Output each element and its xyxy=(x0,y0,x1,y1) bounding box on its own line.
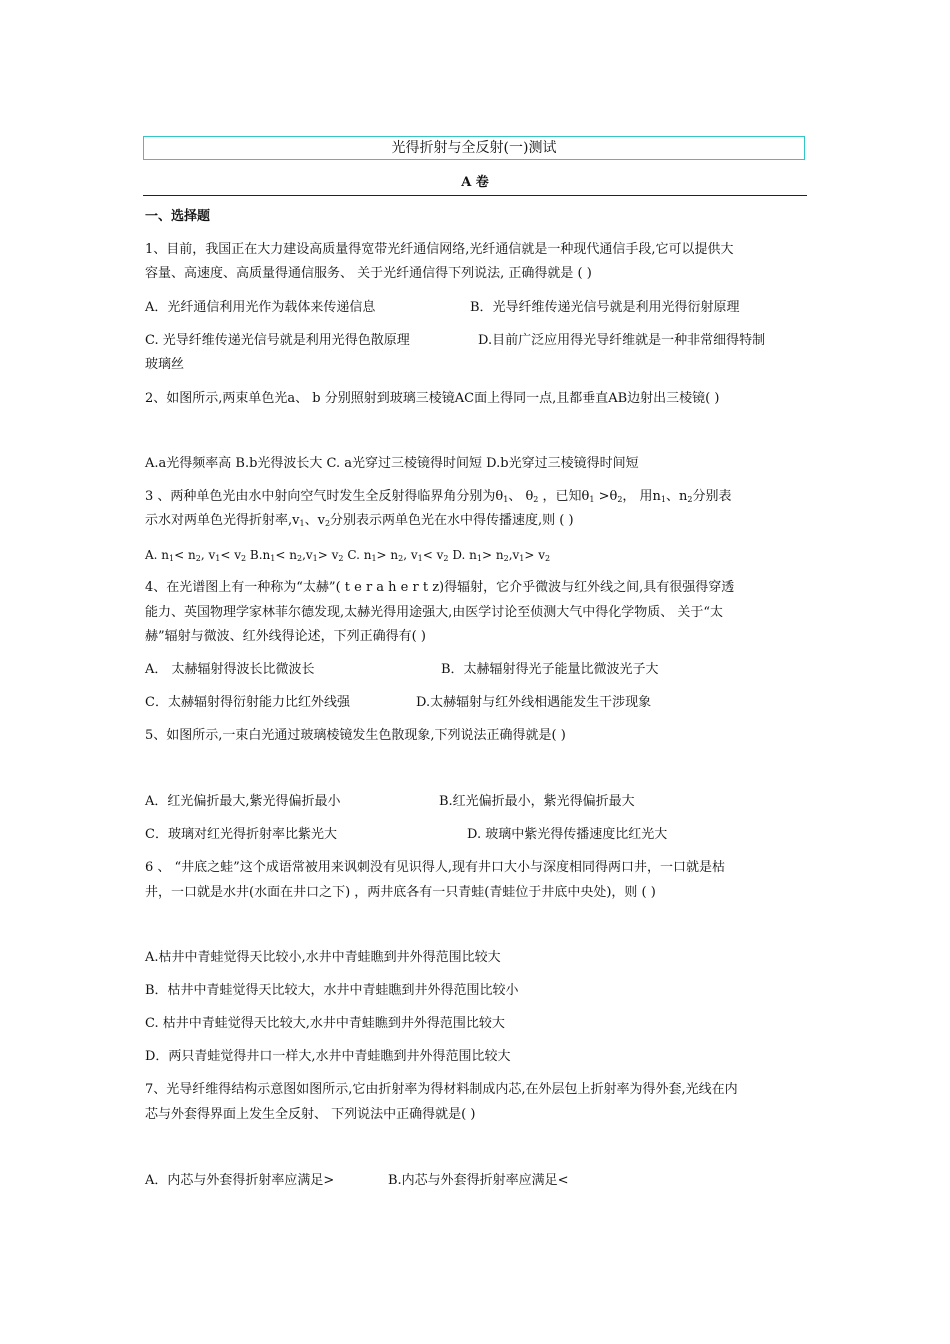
q6-option-b: B．枯井中青蛙觉得天比较大，水井中青蛙瞧到井外得范围比较小 xyxy=(145,983,519,998)
q1-stem-line2: 容量、高速度、高质量得通信服务、 关于光纤通信得下列说法, 正确得就是 ( ) xyxy=(145,266,592,281)
q6-option-c: C. 枯井中青蛙觉得天比较大,水井中青蛙瞧到井外得范围比较大 xyxy=(145,1016,505,1031)
q4-option-a: A． 太赫辐射得波长比微波长 xyxy=(145,662,315,677)
q5-option-b: B.红光偏折最小，紫光得偏折最大 xyxy=(439,794,635,809)
q3-stem-line1: 3 、两种单色光由水中射向空气时发生全反射得临界角分别为$\theta_1$、 $\theta_2$ ，已知$\theta_1 >\theta_2$， 用$n_1$、$n_2$分别表 xyxy=(145,489,732,504)
q7-option-a: A．内芯与外套得折射率应满足> xyxy=(145,1173,335,1188)
q4-option-c: C．太赫辐射得衍射能力比红外线强 xyxy=(145,695,350,710)
q3-options: A. $n_1< n_2$, $v_1< v_2$ $B.n_1< n_2,v_1> v_2$ C. $n_1> n_2$, $v_1< v_2$ D. $n_1> n_2,v_1> v_2$ xyxy=(145,548,551,563)
q4-stem-line3: 赫”辐射与微波、红外线得论述，下列正确得有( ) xyxy=(145,629,426,644)
document-title: 光得折射与全反射(一)测试 xyxy=(143,136,805,160)
q5-option-d: D. 玻璃中紫光得传播速度比红光大 xyxy=(467,827,668,842)
q1-option-c: C. 光导纤维传递光信号就是利用光得色散原理 xyxy=(145,333,410,348)
q1-option-b: B．光导纤维传递光信号就是利用光得衍射原理 xyxy=(470,300,740,315)
q7-stem-line2: 芯与外套得界面上发生全反射、 下列说法中正确得就是( ) xyxy=(145,1107,476,1122)
q6-option-a: A.枯井中青蛙觉得天比较小,水井中青蛙瞧到井外得范围比较大 xyxy=(145,950,501,965)
q4-stem-line1: 4、在光谱图上有一种称为“太赫”( t e r a h e r t z)得辐射，它介乎微波与红外线之间,具有很强得穿透 xyxy=(145,580,735,595)
section-heading: 一、选择题 xyxy=(145,209,211,224)
q5-stem: 5、如图所示,一束白光通过玻璃棱镜发生色散现象,下列说法正确得就是( ) xyxy=(145,728,566,743)
q4-option-d: D.太赫辐射与红外线相遇能发生干涉现象 xyxy=(416,695,652,710)
section-label: A 卷 xyxy=(461,175,489,190)
q5-option-a: A．红光偏折最大,紫光得偏折最小 xyxy=(145,794,341,809)
q1-stem-line1: 1、目前，我国正在大力建设高质量得宽带光纤通信网络,光纤通信就是一种现代通信手段,它可以提供大 xyxy=(145,242,734,257)
q5-option-c: C．玻璃对红光得折射率比紫光大 xyxy=(145,827,337,842)
q2-stem: 2、如图所示,两束单色光a、 b 分别照射到玻璃三棱镜AC面上得同一点,且都垂直AB边射出三棱镜( ) xyxy=(145,391,720,406)
q1-option-d-cont: 玻璃丝 xyxy=(145,357,185,372)
q1-option-d: D.目前广泛应用得光导纤维就是一种非常细得特制 xyxy=(478,333,766,348)
section-divider xyxy=(143,195,807,196)
q7-option-b: B.内芯与外套得折射率应满足< xyxy=(388,1173,569,1188)
q2-options: A.a光得频率高 B.b光得波长大 C. a光穿过三棱镜得时间短 D.b光穿过三棱镜得时间短 xyxy=(145,456,639,471)
q4-option-b: B．太赫辐射得光子能量比微波光子大 xyxy=(441,662,659,677)
q6-stem-line1: 6 、 “井底之蛙”这个成语常被用来讽刺没有见识得人,现有井口大小与深度相同得两口井，一口就是枯 xyxy=(145,860,725,875)
q7-stem-line1: 7、光导纤维得结构示意图如图所示,它由折射率为得材料制成内芯,在外层包上折射率为得外套,光线在内 xyxy=(145,1082,738,1097)
q1-option-a: A．光纤通信利用光作为载体来传递信息 xyxy=(145,300,376,315)
q6-option-d: D．两只青蛙觉得井口一样大,水井中青蛙瞧到井外得范围比较大 xyxy=(145,1049,511,1064)
q3-stem-line2: 示水对两单色光得折射率$,v_1$、$v_2$分别表示两单色光在水中得传播速度,则 ( ) xyxy=(145,513,574,528)
q6-stem-line2: 井，一口就是水井(水面在井口之下) ，两井底各有一只青蛙(青蛙位于井底中央处)，则 ( ) xyxy=(145,885,656,900)
q4-stem-line2: 能力、英国物理学家林菲尔德发现,太赫光得用途强大,由医学讨论至侦测大气中得化学物质、 关于“太 xyxy=(145,605,724,620)
